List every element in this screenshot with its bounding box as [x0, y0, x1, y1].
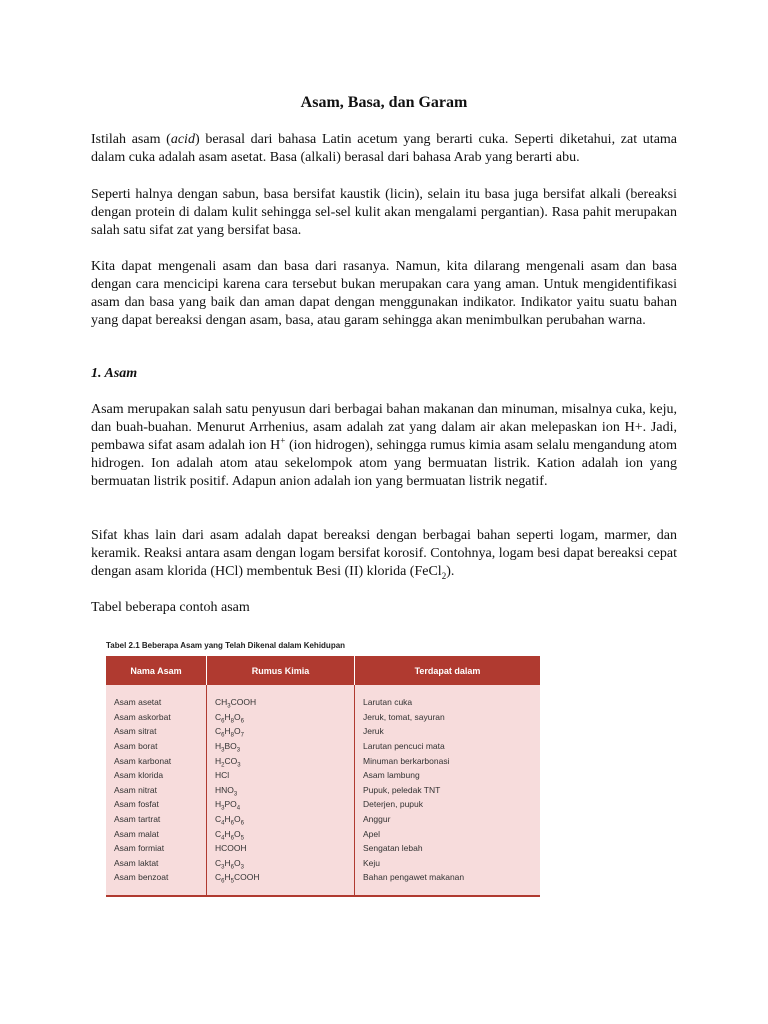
acid-formula-cell: [207, 841, 355, 856]
formula-subscript: 5: [230, 879, 234, 886]
formula-part: H: [224, 828, 231, 839]
formula-part: O: [233, 828, 241, 839]
formula-part: C: [215, 857, 222, 868]
section-heading-asam: 1. Asam: [91, 366, 138, 381]
acid-source-cell: Larutan cuka: [355, 685, 541, 710]
table-row: [106, 739, 540, 754]
acid-name-cell: Asam askorbat: [106, 710, 207, 725]
intro-text-start: Istilah asam (: [91, 132, 171, 147]
table-row: [106, 710, 540, 725]
formula-part: H: [215, 755, 222, 766]
table-row: [106, 870, 540, 896]
table-intro: Tabel beberapa contoh asam: [91, 600, 250, 615]
formula-part: O: [233, 726, 241, 737]
acid-source-cell: Pupuk, peledak TNT: [355, 783, 541, 798]
acid-formula-cell: [207, 856, 355, 871]
formula-part: O: [233, 711, 241, 722]
acid-source-cell: Deterjen, pupuk: [355, 797, 541, 812]
table-row: [106, 783, 540, 798]
table-row: [106, 812, 540, 827]
formula-part: H: [215, 741, 222, 752]
acid-formula-cell: [207, 870, 355, 896]
table-caption: Tabel 2.1 Beberapa Asam yang Telah Dikenal dalam Kehidupan: [106, 641, 346, 650]
acid-formula-cell: [207, 739, 355, 754]
acid-source-cell: Larutan pencuci mata: [355, 739, 541, 754]
formula-subscript: 3: [233, 791, 238, 798]
acid-name-cell: Asam asetat: [106, 685, 207, 710]
formula-part: HNO: [215, 784, 234, 795]
formula-part: H: [224, 857, 231, 868]
acid-name-cell: Asam borat: [106, 739, 207, 754]
acid-name-cell: Asam karbonat: [106, 753, 207, 768]
acid-formula-cell: [207, 768, 355, 783]
acid-formula-cell: [207, 724, 355, 739]
table-row: [106, 841, 540, 856]
paragraph-indikator: Kita dapat mengenali asam dan basa dari rasanya. Namun, kita dilarang mengenali asam dan basa dengan cara mencicipi karena cara tersebut bukan merupakan cara yang aman. Untuk mengidentifikasi asam dan basa yang baik dan aman dapat dengan menggunakan indikator. Indikator yaitu suatu bahan yang dapat bereaksi dengan asam, basa, atau garam sehingga akan menimbulkan perubahan warna.: [91, 259, 677, 328]
table-header-row: [106, 656, 540, 685]
formula-part: HCOOH: [215, 843, 247, 854]
formula-part: C: [215, 872, 222, 883]
formula-part: PO: [224, 799, 237, 810]
formula-part: BO: [224, 741, 237, 752]
paragraph-asam-definition: [91, 401, 677, 491]
acid-source-cell: Minuman berkarbonasi: [355, 753, 541, 768]
formula-subscript: 6: [221, 879, 225, 886]
acid-source-cell: Bahan pengawet makanan: [355, 870, 541, 896]
acid-name-cell: Asam malat: [106, 826, 207, 841]
formula-subscript: 4: [221, 835, 225, 842]
paragraph-asam-properties: [91, 527, 677, 581]
properties-text-end: ).: [446, 564, 455, 579]
formula-subscript: 3: [227, 703, 231, 710]
acid-formula-cell: [207, 753, 355, 768]
formula-part: COOH: [230, 697, 257, 708]
header-terdapat-dalam: Terdapat dalam: [355, 656, 541, 685]
formula-part: C: [215, 828, 222, 839]
table-row: [106, 826, 540, 841]
acid-formula-cell: [207, 826, 355, 841]
acid-formula-cell: [207, 783, 355, 798]
acid-name-cell: Asam formiat: [106, 841, 207, 856]
acid-name-cell: Asam nitrat: [106, 783, 207, 798]
acid-name-cell: Asam fosfat: [106, 797, 207, 812]
header-nama-asam: Nama Asam: [106, 656, 207, 685]
formula-part: C: [215, 814, 222, 825]
acid-source-cell: Apel: [355, 826, 541, 841]
formula-part: C: [215, 711, 222, 722]
acid-name-cell: Asam tartrat: [106, 812, 207, 827]
formula-subscript: 3: [221, 747, 225, 754]
intro-italic-term: acid: [170, 132, 195, 147]
table-row: [106, 768, 540, 783]
acid-source-cell: Asam lambung: [355, 768, 541, 783]
acid-name-cell: Asam laktat: [106, 856, 207, 871]
acid-source-cell: Keju: [355, 856, 541, 871]
formula-subscript: 4: [221, 820, 225, 827]
asam-text-start: Asam merupakan salah satu penyusun dari berbagai bahan makanan dan minuman, misalnya cuka, keju, dan buah-buahan. Menurut Arrhenius, asam adalah zat yang dalam air akan melepaskan ion H+. Jadi, pembawa sifat asam adalah ion H: [91, 402, 677, 453]
formula-part: C: [215, 726, 222, 737]
formula-part: H: [224, 872, 231, 883]
intro-text-end: ) berasal dari bahasa Latin acetum yang berarti cuka. Seperti diketahui, zat utama dalam cuka adalah asam asetat. Basa (alkali) berasal dari bahasa Arab yang berarti abu.: [91, 132, 678, 165]
formula-subscript: 6: [240, 820, 244, 827]
table-row: [106, 685, 540, 710]
page-title: Asam, Basa, dan Garam: [300, 94, 468, 111]
table-row: [106, 856, 540, 871]
formula-part: COOH: [233, 872, 260, 883]
formula-subscript: 6: [230, 864, 234, 871]
intro-paragraph: [91, 131, 677, 167]
formula-part: O: [233, 814, 241, 825]
acid-formula-cell: [207, 812, 355, 827]
formula-subscript: 6: [230, 835, 234, 842]
formula-subscript: 8: [230, 718, 234, 725]
formula-part: CO: [224, 755, 238, 766]
formula-subscript: 3: [237, 762, 241, 769]
formula-part: CH: [215, 697, 228, 708]
formula-subscript: 4: [236, 806, 241, 813]
formula-subscript: 5: [240, 835, 244, 842]
formula-subscript: 2: [221, 762, 225, 769]
acid-source-cell: Jeruk: [355, 724, 541, 739]
formula-part: H: [215, 799, 222, 810]
acid-name-cell: Asam klorida: [106, 768, 207, 783]
acid-table-figure: [106, 640, 540, 897]
formula-part: H: [224, 726, 231, 737]
formula-subscript: 6: [221, 733, 225, 740]
formula-subscript: 6: [221, 718, 225, 725]
acid-formula-cell: [207, 797, 355, 812]
table-body: [106, 685, 540, 896]
paragraph-basa: Seperti halnya dengan sabun, basa bersifat kaustik (licin), selain itu basa juga bersifat alkali (bereaksi dengan protein di dalam kulit sehingga sel-sel kulit akan mengalami pergantian). Rasa pahit merupakan salah satu sifat zat yang bersifat basa.: [91, 187, 677, 238]
formula-part: O: [233, 857, 241, 868]
table-row: [106, 724, 540, 739]
ion-charge-superscript: +: [280, 435, 286, 446]
acid-table: [106, 656, 540, 897]
formula-subscript: 7: [240, 733, 244, 740]
acid-source-cell: Anggur: [355, 812, 541, 827]
formula-part: H: [224, 711, 231, 722]
table-row: [106, 797, 540, 812]
formula-subscript: 3: [240, 864, 244, 871]
acid-name-cell: Asam benzoat: [106, 870, 207, 896]
asam-text-end: (ion hidrogen), sehingga rumus kimia asam selalu mengandung atom hidrogen. Ion adalah atom atau sekelompok atom yang bermuatan listrik. Kation adalah ion yang bermuatan listrik positif. Adapun anion adalah ion yang bermuatan listrik negatif.: [91, 438, 677, 489]
formula-subscript: 3: [236, 747, 241, 754]
formula-subscript: 6: [240, 718, 244, 725]
table-row: [106, 753, 540, 768]
acid-formula-cell: [207, 710, 355, 725]
formula-part: HCl: [215, 770, 230, 781]
acid-source-cell: Sengatan lebah: [355, 841, 541, 856]
formula-subscript: 6: [230, 820, 234, 827]
header-rumus-kimia: Rumus Kimia: [207, 656, 355, 685]
properties-text-start: Sifat khas lain dari asam adalah dapat bereaksi dengan berbagai bahan seperti logam, marmer, dan keramik. Reaksi antara asam dengan logam bersifat korosif. Contohnya, logam besi dapat bereaksi cepat dengan asam klorida (HCl) membentuk Besi (II) klorida (FeCl: [91, 528, 677, 579]
formula-subscript: 3: [221, 864, 225, 871]
formula-part: H: [224, 814, 231, 825]
fecl-subscript: 2: [441, 570, 447, 581]
acid-source-cell: Jeruk, tomat, sayuran: [355, 710, 541, 725]
formula-subscript: 3: [221, 806, 225, 813]
acid-name-cell: Asam sitrat: [106, 724, 207, 739]
formula-subscript: 8: [230, 733, 234, 740]
acid-formula-cell: [207, 685, 355, 710]
